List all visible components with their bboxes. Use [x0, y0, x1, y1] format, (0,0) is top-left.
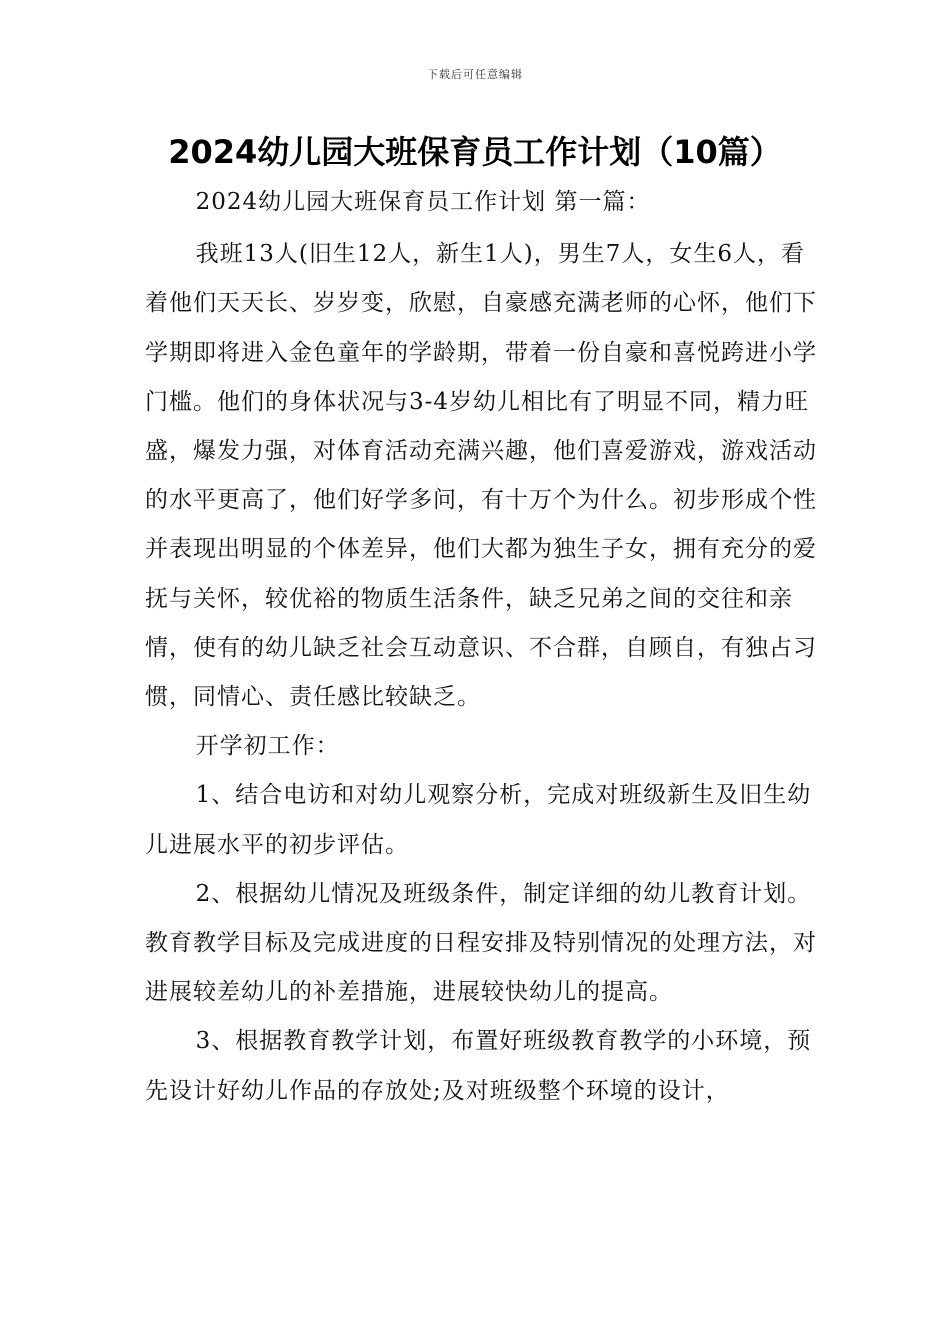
section-heading: 2024幼儿园大班保育员工作计划 第一篇：	[195, 189, 651, 215]
paragraph: 我班13人(旧生12人，新生1人)，男生7人，女生6人，看着他们天天长、岁岁变，欣慰，自豪感充满老师的心怀，他们下学期即将进入金色童年的学龄期，带着一份自豪和喜悦跨进小学门槛。他们的身体状况与3-4岁幼儿相比有了明显不同，精力旺盛，爆发力强，对体育活动充满兴趣，他们喜爱游戏，游戏活动的水平更高了，他们好学多问，有十万个为什么。初步形成个性并表现出明显的个体差异，他们大都为独生子女，拥有充分的爱抚与关怀，较优裕的物质生活条件，缺乏兄弟之间的交往和亲情，使有的幼儿缺乏社会互动意识、不合群，自顾自，有独占习惯，同情心、责任感比较缺乏。	[145, 241, 817, 711]
header-note: 下载后可任意编辑	[427, 68, 523, 81]
paragraph: 1、结合电访和对幼儿观察分析，完成对班级新生及旧生幼儿进展水平的初步评估。	[145, 782, 812, 858]
document-title: 2024幼儿园大班保育员工作计划（10篇）	[168, 133, 782, 171]
paragraph: 3、根据教育教学计划，布置好班级教育教学的小环境，预先设计好幼儿作品的存放处;及对班级整个环境的设计，	[145, 1028, 812, 1104]
paragraph: 开学初工作：	[195, 733, 340, 760]
document-body	[145, 178, 825, 1116]
paragraph: 2、根据幼儿情况及班级条件，制定详细的幼儿教育计划。教育教学目标及完成进度的日程安排及特别情况的处理方法，对进展较差幼儿的补差措施，进展较快幼儿的提高。	[145, 880, 817, 1006]
